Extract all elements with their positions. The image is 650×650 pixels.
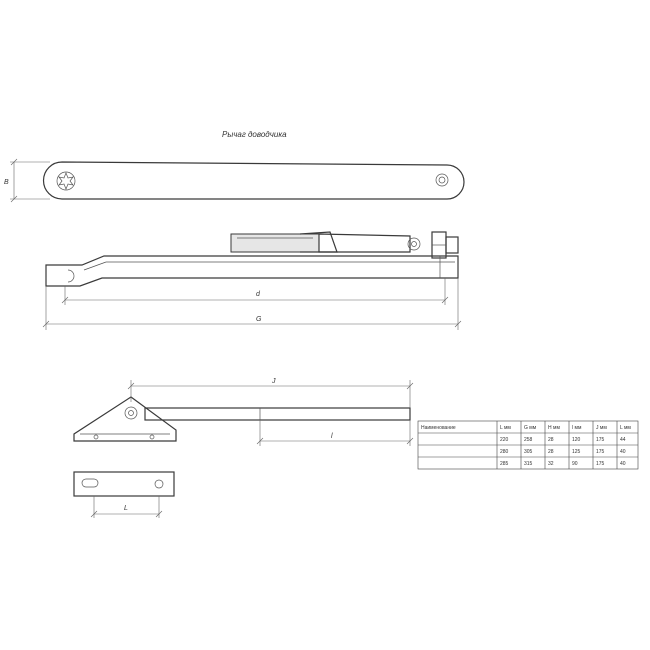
- dimension-L-label: L: [124, 505, 128, 512]
- table-cell: 280: [500, 449, 509, 455]
- table-cell: 175: [596, 437, 605, 443]
- dimension-l-label: l: [331, 433, 333, 440]
- dimension-G-label: G: [256, 316, 262, 323]
- bracket-with-rod: [74, 397, 410, 441]
- table-header-cell: H мм: [548, 425, 560, 431]
- table-cell: 305: [524, 449, 533, 455]
- drawing-title: Рычаг доводчика: [222, 130, 287, 139]
- table-header-cell: J мм: [596, 425, 607, 431]
- table-cell: 40: [620, 461, 626, 467]
- dimension-B-label: B: [4, 179, 9, 186]
- table-cell: 175: [596, 449, 605, 455]
- table-header-cell: Наименование: [421, 425, 456, 431]
- dimension-G: [43, 278, 461, 330]
- spec-table: [418, 421, 638, 469]
- table-cell: 175: [596, 461, 605, 467]
- dimension-L: [91, 496, 162, 518]
- table-cell: 90: [572, 461, 578, 467]
- table-header-cell: L мм: [500, 425, 511, 431]
- table-cell: 125: [572, 449, 581, 455]
- table-cell: 220: [500, 437, 509, 443]
- table-cell: 285: [500, 461, 509, 467]
- mounting-plate: [74, 472, 174, 496]
- table-cell: 258: [524, 437, 533, 443]
- table-cell: 28: [548, 449, 554, 455]
- table-cell: 44: [620, 437, 626, 443]
- dimension-J-label: J: [272, 378, 276, 385]
- table-header-cell: G мм: [524, 425, 537, 431]
- lever-plan-view: [44, 162, 465, 199]
- table-header-cell: L мм: [620, 425, 631, 431]
- table-cell: 32: [548, 461, 554, 467]
- table-cell: 120: [572, 437, 581, 443]
- dimension-l: [257, 420, 413, 446]
- table-cell: 28: [548, 437, 554, 443]
- spline-hole-icon: [57, 172, 75, 190]
- pivot-hole-icon: [436, 174, 448, 186]
- table-cell: 315: [524, 461, 533, 467]
- table-header-cell: l мм: [572, 425, 582, 431]
- dimension-J: [128, 378, 413, 408]
- dimension-d: [62, 278, 448, 305]
- dimension-d-label: d: [256, 291, 260, 298]
- lever-side-view: [46, 232, 458, 286]
- table-cell: 40: [620, 449, 626, 455]
